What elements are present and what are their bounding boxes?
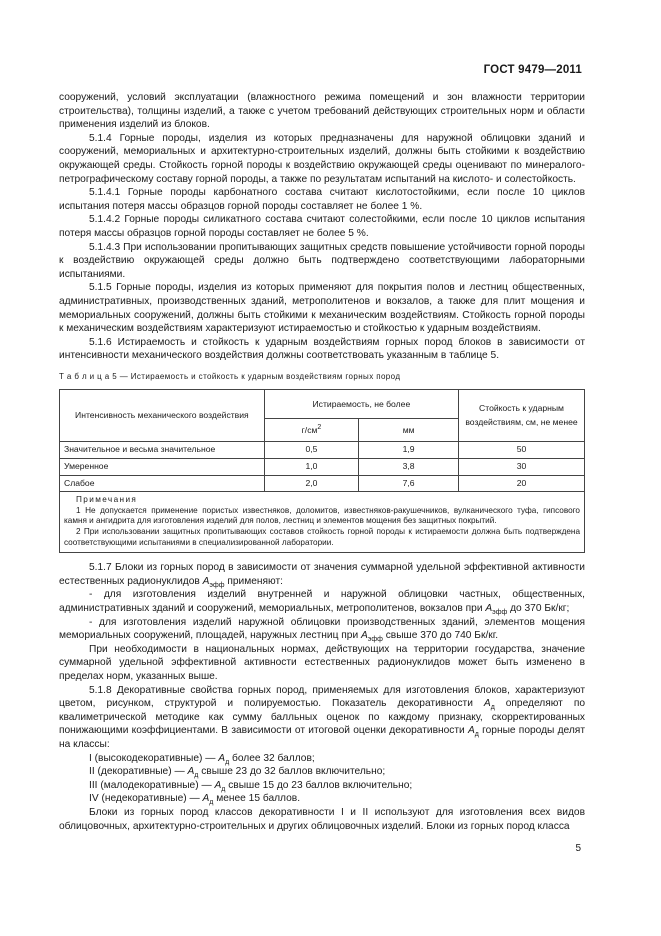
cell-mm: 7,6 — [359, 475, 459, 492]
paragraph-5-1-6: 5.1.6 Истираемость и стойкость к ударным воздействиям горных пород блоков в зависимости от интенсивности механического воздействия должны соответствовать указанным в таблице 5. — [59, 336, 585, 362]
table-row — [60, 442, 585, 459]
paragraph-5-1-5: 5.1.5 Горные породы, изделия из которых применяют для покрытия полов и лестниц общественных, административных, производственных зданий, метрополитенов и вокзалов, а также для плит мощения и мемориальных сооружений, должны быть стойкими к механическим воздействиям. Стойкость горной породы к механическим воздействиям характеризуют истираемостью и стойкостью к ударным воздействиям. — [59, 282, 585, 335]
table-row — [60, 475, 585, 492]
paragraph-continuation: сооружений, условий эксплуатации (влажностного режима помещений и зон влажности территории строительства), толщины изделий, а также с учетом требований действующих строительных норм и области применения изделий из блоков. — [59, 92, 585, 131]
paragraph-5-1-4-1: 5.1.4.1 Горные породы карбонатного состава считают кислотостойкими, если после 10 циклов испытания потеря массы образцов горной породы составляет не более 1 %. — [59, 187, 585, 212]
class-item: III (малодекоративные) — $А_д$ свыше 15 до 23 баллов включительно; — [89, 779, 413, 793]
cell-intensity: Значительное и весьма значительное — [60, 442, 265, 459]
paragraph-5-1-4: 5.1.4 Горные породы, изделия из которых предназначены для наружной облицовки зданий и сооружений, мемориальных и архитектурно-строительных изделий, должны быть стойкими к воздействию окружающей среды. Стойкость горной породы к воздействию окружающей среды оценивают по минералого-петрографическому составу горной породы, а также по результатам испытаний на кислото- и солестойкость. — [59, 132, 585, 185]
paragraph-national-norms: При необходимости в национальных нормах, действующих на территории государства, значение суммарной удельной эффективной активности естественных радионуклидов может быть изменено в пределах норм, указанных выше. — [59, 643, 585, 682]
cell-mm: 1,9 — [359, 442, 459, 459]
paragraph-5-1-7: 5.1.7 Блоки из горных пород в зависимости от значения суммарной удельной эффективной активности естественных радионуклидов $А_{эфф}$ применяют: — [59, 562, 585, 589]
class-item: IV (недекоративные) — $А_д$ менее 15 баллов. — [89, 793, 301, 807]
cell-mm: 3,8 — [359, 459, 459, 476]
note-2: 2 При использовании защитных пропитывающих составов стойкость горной породы к истираемости должна быть подтверждена соответствующими испытаниями в специализированной лаборатории. — [64, 527, 580, 547]
header-abrasion: Истираемость, не более — [264, 390, 458, 419]
cell-impact: 20 — [459, 475, 585, 492]
paragraph-5-1-8: 5.1.8 Декоративные свойства горных пород, применяемых для изготовления блоков, характеризуют цветом, рисунком, структурой и полируемостью. Показатель декоративности $А_д$ определяют по квалиметрической методике как сумму балльных оценок по каждому признаку, скорректированных понижающими коэффициентами. В зависимости от итоговой оценки декоративности $А_д$ горные породы делят на классы: — [59, 684, 585, 750]
header-intensity: Интенсивность механического воздействия — [60, 390, 265, 442]
header-unit-mm: мм — [359, 419, 459, 442]
note-1: 1 Не допускается применение пористых известняков, доломитов, известняков-ракушечников, вулканического туфа, гипсового камня и ангидрита для изготовления изделий для полов, лестниц и элементов мощения без защитных покрытий. — [64, 505, 580, 526]
table-5 — [59, 389, 585, 553]
page-content — [59, 91, 585, 833]
cell-intensity: Умеренное — [60, 459, 265, 476]
cell-gcm2: 0,5 — [264, 442, 359, 459]
table-notes — [60, 492, 585, 553]
header-unit-gcm2: $г/см^2$ — [264, 419, 359, 442]
class-item: I (высокодекоративные) — $А_д$ более 32 баллов; — [89, 752, 315, 766]
paragraph-5-1-7-bullet-2: - для изготовления изделий наружной облицовки производственных зданий, элементов мощения мемориальных сооружений, площадей, наружных лестниц при $А_{эфф}$ свыше 370 до 740 Бк/кг. — [59, 616, 585, 644]
document-code: ГОСТ 9479—2011 — [483, 64, 582, 76]
header-impact: Стойкость к ударным воздействиям, см, не менее — [459, 390, 585, 442]
paragraph-5-1-4-2: 5.1.4.2 Горные породы силикатного состава считают солестойкими, если после 10 циклов испытания потеря массы образцов горной породы составляет не более 5 %. — [59, 214, 585, 239]
cell-gcm2: 1,0 — [264, 459, 359, 476]
paragraph-5-1-7-bullet-1: - для изготовления изделий внутренней и наружной облицовки частных, общественных, административных зданий и сооружений, мемориальных, метрополитенов, вокзалов при $А_{эфф}$ до 370 Бк/кг; — [59, 589, 585, 617]
table-row — [60, 459, 585, 476]
class-item: II (декоративные) — $А_д$ свыше 23 до 32 баллов включительно; — [89, 766, 386, 780]
cell-gcm2: 2,0 — [264, 475, 359, 492]
paragraph-classes-usage: Блоки из горных пород классов декоративности I и II используют для изготовления всех видов облицовочных, архитектурно-строительных и других облицовочных изделий. Блоки из горных пород класса — [59, 806, 585, 832]
cell-intensity: Слабое — [60, 475, 265, 492]
table-caption: Т а б л и ц а 5 — Истираемость и стойкость к ударным воздействиям горных пород — [59, 371, 401, 381]
cell-impact: 30 — [459, 459, 585, 476]
notes-title: Примечания — [76, 495, 138, 505]
page-number: 5 — [575, 843, 581, 854]
paragraph-5-1-4-3: 5.1.4.3 При использовании пропитывающих защитных средств повышение устойчивости горной породы к воздействию окружающей среды должно быть подтверждено соответствующими лабораторными испытаниями. — [59, 241, 585, 280]
cell-impact: 50 — [459, 442, 585, 459]
